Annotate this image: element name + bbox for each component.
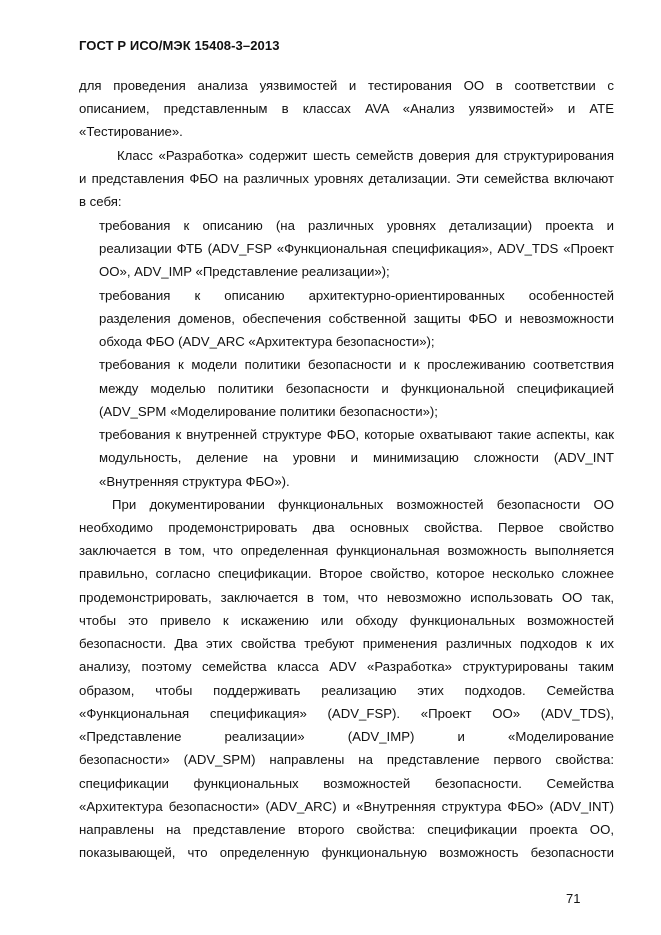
text-line: заключается в том, что определенная функциональная возможность выполняется [79,543,614,558]
text-line: продемонстрировать, заключается в том, что невозможно использовать ОО так, [79,590,614,605]
text-line: реализации ФТБ (ADV_FSP «Функциональная спецификация», ADV_TDS «Проект [99,241,614,256]
text-line: ОО», ADV_IMP «Представление реализации»); [99,264,390,279]
text-line: Класс «Разработка» содержит шесть семейств доверия для структурирования [117,148,614,163]
text-line: требования к описанию (на различных уровнях детализации) проекта и [99,218,614,233]
text-line: чтобы это привело к искажению или обходу функциональных возможностей [79,613,614,628]
text-line: «Архитектура безопасности» (ADV_ARC) и «Внутренняя структура ФБО» (ADV_INT) [79,799,614,814]
text-line: образом, чтобы поддерживать реализацию этих подходов. Семейства [79,683,614,698]
text-line: правильно, согласно спецификации. Второе свойство, которое несколько сложнее [79,566,614,581]
text-line: описанием, представленным в классах AVA «Анализ уязвимостей» и ATE [79,101,614,116]
text-line: требования к модели политики безопасности и к прослеживанию соответствия [99,357,614,372]
text-line: анализу, поэтому семейства класса ADV «Разработка» структурированы таким [79,659,614,674]
text-line: обхода ФБО (ADV_ARC «Архитектура безопасности»); [99,334,435,349]
page-number: 71 [566,891,581,906]
text-line: необходимо продемонстрировать два основных свойства. Первое свойство [79,520,614,535]
text-line: требования к описанию архитектурно-ориентированных особенностей [99,288,614,303]
text-line: безопасности. Два этих свойства требуют применения различных подходов к их [79,636,614,651]
text-line: и представления ФБО на различных уровнях детализации. Эти семейства включают [79,171,614,186]
text-line: показывающей, что определенную функциональную возможность безопасности [79,845,614,860]
text-line: в себя: [79,194,122,209]
text-line: «Функциональная спецификация» (ADV_FSP). «Проект ОО» (ADV_TDS), [79,706,614,721]
text-line: При документировании функциональных возможностей безопасности ОО [112,497,614,512]
document-header: ГОСТ Р ИСО/МЭК 15408-3–2013 [79,38,280,53]
text-line: безопасности» (ADV_SPM) направлены на представление первого свойства: [79,752,614,767]
text-line: «Внутренняя структура ФБО»). [99,474,290,489]
text-line: «Представление реализации» (ADV_IMP) и «Моделирование [79,729,614,744]
text-line: разделения доменов, обеспечения собственной защиты ФБО и невозможности [99,311,614,326]
text-line: модульность, деление на уровни и минимизацию сложности (ADV_INT [99,450,614,465]
text-line: «Тестирование». [79,124,183,139]
text-line: для проведения анализа уязвимостей и тестирования ОО в соответствии с [79,78,614,93]
text-line: направлены на представление второго свойства: спецификации проекта ОО, [79,822,614,837]
text-line: между моделью политики безопасности и функциональной спецификацией [99,381,614,396]
text-line: требования к внутренней структуре ФБО, которые охватывают такие аспекты, как [99,427,614,442]
text-line: спецификации функциональных возможностей безопасности. Семейства [79,776,614,791]
text-line: (ADV_SPM «Моделирование политики безопасности»); [99,404,438,419]
